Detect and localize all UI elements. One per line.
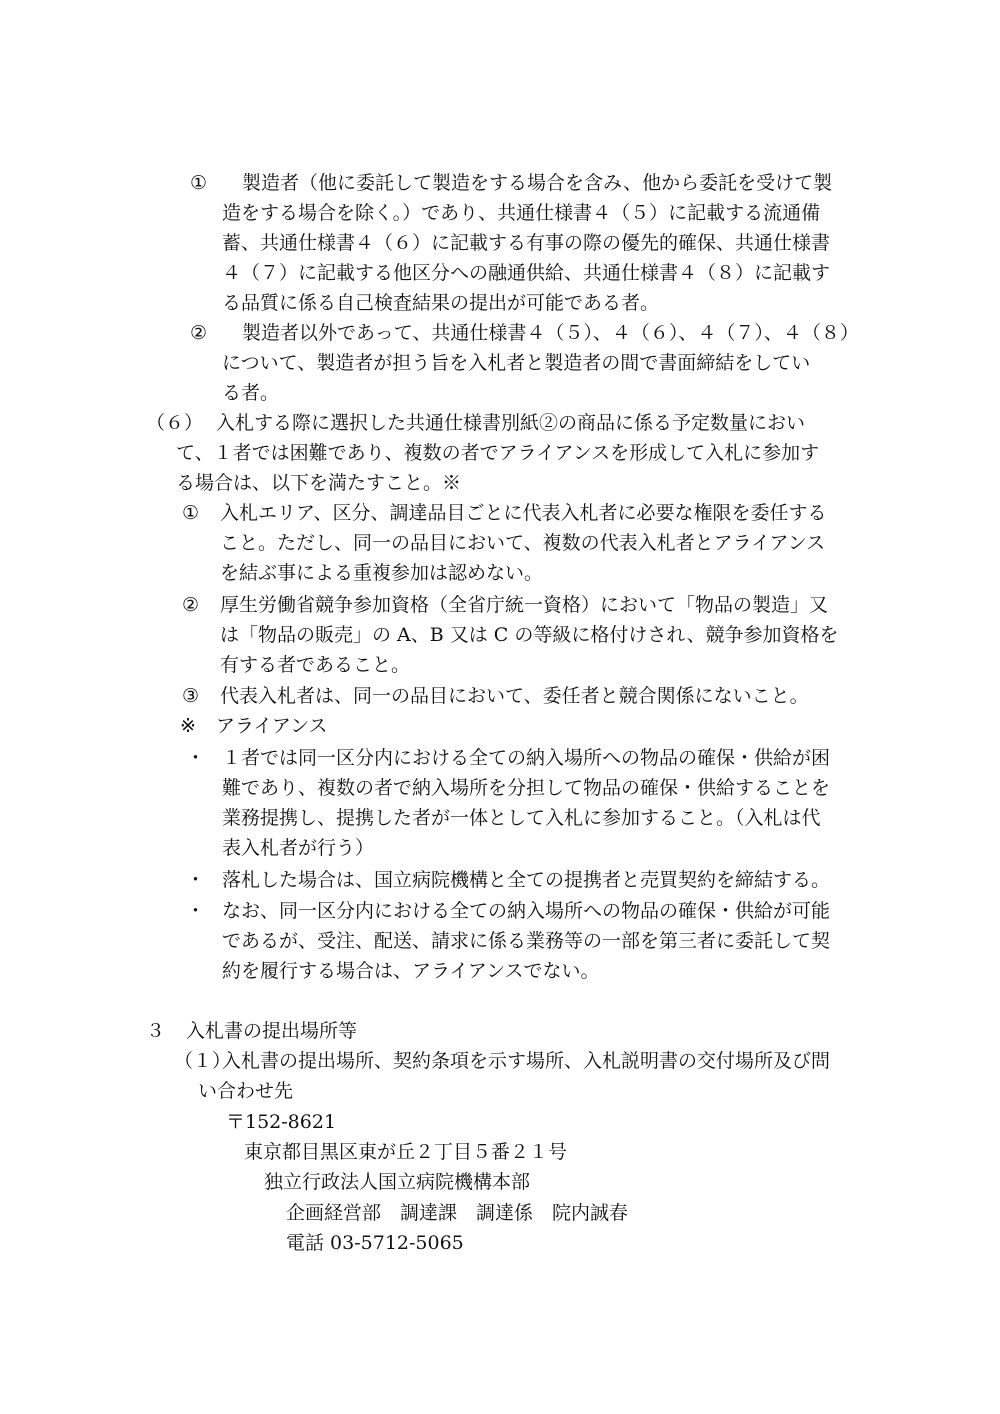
item-marker-1: ① (190, 172, 208, 194)
item1-line-1: 製造者（他に委託して製造をする場合を含み、他から委託を受けて製 (242, 172, 833, 194)
item2-line-2: について、製造者が担う旨を入札者と製造者の間で書面締結をしてい (222, 352, 811, 374)
postal-code: 〒152-8621 (226, 1111, 337, 1133)
section-3-1-line-2: い合わせ先 (198, 1080, 294, 1102)
s6-item-marker-1: ① (182, 502, 200, 524)
s6-item-marker-3: ③ (182, 685, 200, 707)
note-label: アライアンス (216, 715, 328, 737)
bullet3-line-1: なお、同一区分内における全ての納入場所への物品の確保・供給が可能 (222, 900, 831, 922)
item1-line-2: 造をする場合を除く。）であり、共通仕様書４（５）に記載する流通備 (222, 202, 821, 224)
section-6-line-2: て、１者では困難であり、複数の者でアライアンスを形成して入札に参加す (176, 442, 820, 464)
item2-line-1: 製造者以外であって、共通仕様書４（５）、４（６）、４（７）、４（８） (242, 322, 859, 344)
item2-line-3: る者。 (222, 382, 280, 404)
bullet-marker-3: ・ (186, 900, 206, 922)
item1-line-5: る品質に係る自己検査結果の提出が可能である者。 (222, 292, 660, 314)
section-6-line-3: る場合は、以下を満たすこと。※ (176, 472, 462, 494)
note-marker: ※ (180, 715, 196, 737)
s6-item1-line-3: を結ぶ事による重複参加は認めない。 (220, 562, 544, 584)
section-3-number: ３ (146, 1020, 166, 1042)
s6-item2-line-2: は「物品の販売」の A、B 又は C の等級に格付けされ、競争参加資格を (220, 624, 839, 646)
organization-name: 独立行政法人国立病院機構本部 (264, 1171, 531, 1193)
item-marker-2: ② (190, 322, 208, 344)
bullet3-line-2: であるが、受注、配送、請求に係る業務等の一部を第三者に委託して契 (222, 930, 831, 952)
s6-item1-line-1: 入札エリア、区分、調達品目ごとに代表入札者に必要な権限を委任する (220, 502, 827, 524)
s6-item-marker-2: ② (182, 594, 200, 616)
item1-line-4: ４（７）に記載する他区分への融通供給、共通仕様書４（８）に記載す (222, 262, 831, 284)
section-6-marker: （６） (146, 412, 204, 434)
bullet1-line-2: 難であり、複数の者で納入場所を分担して物品の確保・供給することを (222, 777, 831, 799)
s6-item2-line-3: 有する者であること。 (220, 654, 411, 676)
bullet1-line-3: 業務提携し、提携した者が一体として入札に参加すること。（入札は代 (222, 807, 821, 829)
section-3-1-line-1: 入札書の提出場所、契約条項を示す場所、入札説明書の交付場所及び問 (222, 1050, 831, 1072)
bullet-marker-2: ・ (186, 869, 206, 891)
bullet2-line-1: 落札した場合は、国立病院機構と全ての提携者と売買契約を締結する。 (222, 869, 831, 891)
phone-number: 電話 03-5712-5065 (286, 1232, 464, 1254)
section-3-1-marker: （１） (174, 1050, 232, 1072)
section-6-line-1: 入札する際に選択した共通仕様書別紙②の商品に係る予定数量におい (216, 412, 806, 434)
item1-line-3: 蓄、共通仕様書４（６）に記載する有事の際の優先的確保、共通仕様書 (222, 232, 831, 254)
bullet-marker-1: ・ (186, 747, 206, 769)
bullet1-line-1: １者では同一区分内における全ての納入場所への物品の確保・供給が困 (222, 747, 831, 769)
s6-item2-line-1: 厚生労働省競争参加資格（全省庁統一資格）において「物品の製造」又 (220, 594, 829, 616)
street-address: 東京都目黒区東が丘２丁目５番２１号 (244, 1141, 568, 1163)
bullet1-line-4: 表入札者が行う） (222, 837, 375, 859)
section-3-title: 入札書の提出場所等 (186, 1020, 358, 1042)
bullet3-line-3: 約を履行する場合は、アライアンスでない。 (222, 960, 600, 982)
s6-item1-line-2: こと。ただし、同一の品目において、複数の代表入札者とアライアンス (220, 532, 826, 554)
s6-item3-line-1: 代表入札者は、同一の品目において、委任者と競合関係にないこと。 (220, 685, 809, 707)
department-contact: 企画経営部 調達課 調達係 院内誠春 (286, 1202, 629, 1224)
